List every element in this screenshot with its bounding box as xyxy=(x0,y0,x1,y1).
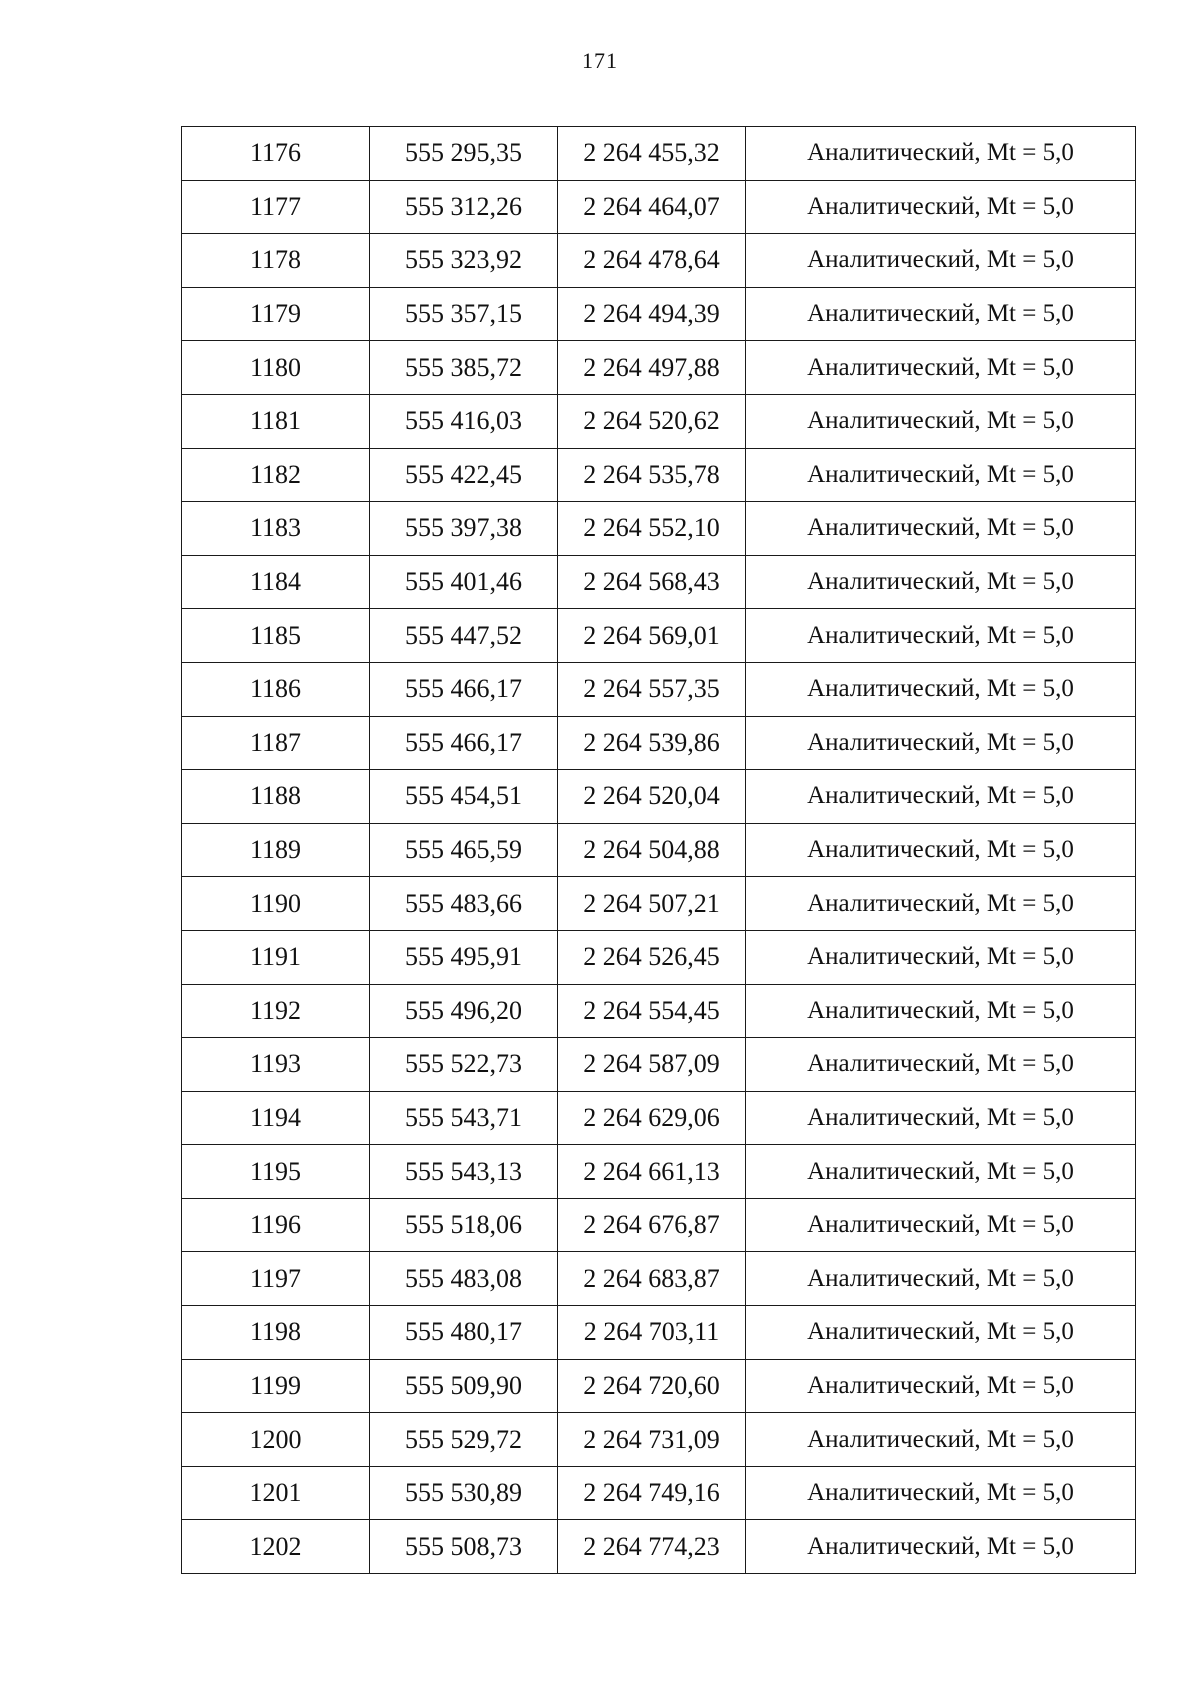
x-coordinate-cell: 555 447,52 xyxy=(370,609,558,663)
table-row xyxy=(182,1038,1136,1092)
y-coordinate-cell: 2 264 629,06 xyxy=(558,1091,746,1145)
y-coordinate-cell: 2 264 494,39 xyxy=(558,287,746,341)
method-cell: Аналитический, Mt = 5,0 xyxy=(746,1306,1136,1360)
table-row xyxy=(182,984,1136,1038)
method-cell: Аналитический, Mt = 5,0 xyxy=(746,716,1136,770)
table-row xyxy=(182,555,1136,609)
point-number-cell: 1180 xyxy=(182,341,370,395)
point-number-cell: 1194 xyxy=(182,1091,370,1145)
y-coordinate-cell: 2 264 731,09 xyxy=(558,1413,746,1467)
x-coordinate-cell: 555 480,17 xyxy=(370,1306,558,1360)
y-coordinate-cell: 2 264 504,88 xyxy=(558,823,746,877)
table-row xyxy=(182,502,1136,556)
x-coordinate-cell: 555 295,35 xyxy=(370,127,558,181)
method-cell: Аналитический, Mt = 5,0 xyxy=(746,1091,1136,1145)
point-number-cell: 1200 xyxy=(182,1413,370,1467)
table-row xyxy=(182,394,1136,448)
method-cell: Аналитический, Mt = 5,0 xyxy=(746,341,1136,395)
table-row xyxy=(182,234,1136,288)
y-coordinate-cell: 2 264 587,09 xyxy=(558,1038,746,1092)
table-row xyxy=(182,1306,1136,1360)
point-number-cell: 1195 xyxy=(182,1145,370,1199)
method-cell: Аналитический, Mt = 5,0 xyxy=(746,1252,1136,1306)
table-row xyxy=(182,1520,1136,1574)
table-row xyxy=(182,287,1136,341)
table-row xyxy=(182,877,1136,931)
method-cell: Аналитический, Mt = 5,0 xyxy=(746,1198,1136,1252)
y-coordinate-cell: 2 264 478,64 xyxy=(558,234,746,288)
method-cell: Аналитический, Mt = 5,0 xyxy=(746,234,1136,288)
point-number-cell: 1192 xyxy=(182,984,370,1038)
x-coordinate-cell: 555 422,45 xyxy=(370,448,558,502)
x-coordinate-cell: 555 312,26 xyxy=(370,180,558,234)
table-row xyxy=(182,716,1136,770)
x-coordinate-cell: 555 465,59 xyxy=(370,823,558,877)
point-number-cell: 1183 xyxy=(182,502,370,556)
x-coordinate-cell: 555 357,15 xyxy=(370,287,558,341)
point-number-cell: 1177 xyxy=(182,180,370,234)
x-coordinate-cell: 555 466,17 xyxy=(370,716,558,770)
point-number-cell: 1191 xyxy=(182,930,370,984)
y-coordinate-cell: 2 264 554,45 xyxy=(558,984,746,1038)
point-number-cell: 1186 xyxy=(182,662,370,716)
coordinates-table xyxy=(181,126,1136,1574)
method-cell: Аналитический, Mt = 5,0 xyxy=(746,1359,1136,1413)
x-coordinate-cell: 555 518,06 xyxy=(370,1198,558,1252)
method-cell: Аналитический, Mt = 5,0 xyxy=(746,1466,1136,1520)
point-number-cell: 1182 xyxy=(182,448,370,502)
method-cell: Аналитический, Mt = 5,0 xyxy=(746,1038,1136,1092)
point-number-cell: 1193 xyxy=(182,1038,370,1092)
point-number-cell: 1201 xyxy=(182,1466,370,1520)
point-number-cell: 1202 xyxy=(182,1520,370,1574)
y-coordinate-cell: 2 264 526,45 xyxy=(558,930,746,984)
table-row xyxy=(182,1252,1136,1306)
x-coordinate-cell: 555 522,73 xyxy=(370,1038,558,1092)
table-row xyxy=(182,609,1136,663)
x-coordinate-cell: 555 543,71 xyxy=(370,1091,558,1145)
table-row xyxy=(182,1198,1136,1252)
method-cell: Аналитический, Mt = 5,0 xyxy=(746,662,1136,716)
y-coordinate-cell: 2 264 568,43 xyxy=(558,555,746,609)
method-cell: Аналитический, Mt = 5,0 xyxy=(746,609,1136,663)
y-coordinate-cell: 2 264 464,07 xyxy=(558,180,746,234)
method-cell: Аналитический, Mt = 5,0 xyxy=(746,394,1136,448)
table-row xyxy=(182,770,1136,824)
x-coordinate-cell: 555 508,73 xyxy=(370,1520,558,1574)
y-coordinate-cell: 2 264 676,87 xyxy=(558,1198,746,1252)
table-row xyxy=(182,448,1136,502)
method-cell: Аналитический, Mt = 5,0 xyxy=(746,984,1136,1038)
y-coordinate-cell: 2 264 683,87 xyxy=(558,1252,746,1306)
method-cell: Аналитический, Mt = 5,0 xyxy=(746,555,1136,609)
x-coordinate-cell: 555 495,91 xyxy=(370,930,558,984)
x-coordinate-cell: 555 416,03 xyxy=(370,394,558,448)
table-row xyxy=(182,180,1136,234)
table-row xyxy=(182,662,1136,716)
method-cell: Аналитический, Mt = 5,0 xyxy=(746,180,1136,234)
x-coordinate-cell: 555 530,89 xyxy=(370,1466,558,1520)
x-coordinate-cell: 555 483,66 xyxy=(370,877,558,931)
point-number-cell: 1188 xyxy=(182,770,370,824)
y-coordinate-cell: 2 264 520,62 xyxy=(558,394,746,448)
point-number-cell: 1199 xyxy=(182,1359,370,1413)
point-number-cell: 1197 xyxy=(182,1252,370,1306)
y-coordinate-cell: 2 264 455,32 xyxy=(558,127,746,181)
method-cell: Аналитический, Mt = 5,0 xyxy=(746,502,1136,556)
x-coordinate-cell: 555 509,90 xyxy=(370,1359,558,1413)
table-row xyxy=(182,930,1136,984)
x-coordinate-cell: 555 385,72 xyxy=(370,341,558,395)
x-coordinate-cell: 555 466,17 xyxy=(370,662,558,716)
y-coordinate-cell: 2 264 720,60 xyxy=(558,1359,746,1413)
table-row xyxy=(182,127,1136,181)
y-coordinate-cell: 2 264 661,13 xyxy=(558,1145,746,1199)
y-coordinate-cell: 2 264 557,35 xyxy=(558,662,746,716)
table-row xyxy=(182,1359,1136,1413)
method-cell: Аналитический, Mt = 5,0 xyxy=(746,1520,1136,1574)
x-coordinate-cell: 555 483,08 xyxy=(370,1252,558,1306)
y-coordinate-cell: 2 264 507,21 xyxy=(558,877,746,931)
x-coordinate-cell: 555 543,13 xyxy=(370,1145,558,1199)
x-coordinate-cell: 555 496,20 xyxy=(370,984,558,1038)
point-number-cell: 1178 xyxy=(182,234,370,288)
coordinates-table-body xyxy=(182,127,1136,1574)
y-coordinate-cell: 2 264 539,86 xyxy=(558,716,746,770)
x-coordinate-cell: 555 454,51 xyxy=(370,770,558,824)
table-row xyxy=(182,823,1136,877)
table-row xyxy=(182,341,1136,395)
table-row xyxy=(182,1091,1136,1145)
x-coordinate-cell: 555 323,92 xyxy=(370,234,558,288)
point-number-cell: 1187 xyxy=(182,716,370,770)
y-coordinate-cell: 2 264 749,16 xyxy=(558,1466,746,1520)
method-cell: Аналитический, Mt = 5,0 xyxy=(746,1413,1136,1467)
y-coordinate-cell: 2 264 520,04 xyxy=(558,770,746,824)
method-cell: Аналитический, Mt = 5,0 xyxy=(746,930,1136,984)
x-coordinate-cell: 555 401,46 xyxy=(370,555,558,609)
x-coordinate-cell: 555 397,38 xyxy=(370,502,558,556)
method-cell: Аналитический, Mt = 5,0 xyxy=(746,770,1136,824)
method-cell: Аналитический, Mt = 5,0 xyxy=(746,448,1136,502)
method-cell: Аналитический, Mt = 5,0 xyxy=(746,127,1136,181)
method-cell: Аналитический, Mt = 5,0 xyxy=(746,823,1136,877)
point-number-cell: 1185 xyxy=(182,609,370,663)
point-number-cell: 1196 xyxy=(182,1198,370,1252)
y-coordinate-cell: 2 264 535,78 xyxy=(558,448,746,502)
table-row xyxy=(182,1466,1136,1520)
table-row xyxy=(182,1145,1136,1199)
y-coordinate-cell: 2 264 774,23 xyxy=(558,1520,746,1574)
point-number-cell: 1190 xyxy=(182,877,370,931)
method-cell: Аналитический, Mt = 5,0 xyxy=(746,877,1136,931)
y-coordinate-cell: 2 264 497,88 xyxy=(558,341,746,395)
page-number: 171 xyxy=(582,48,618,73)
method-cell: Аналитический, Mt = 5,0 xyxy=(746,1145,1136,1199)
point-number-cell: 1181 xyxy=(182,394,370,448)
x-coordinate-cell: 555 529,72 xyxy=(370,1413,558,1467)
point-number-cell: 1198 xyxy=(182,1306,370,1360)
table-row xyxy=(182,1413,1136,1467)
y-coordinate-cell: 2 264 569,01 xyxy=(558,609,746,663)
y-coordinate-cell: 2 264 703,11 xyxy=(558,1306,746,1360)
point-number-cell: 1179 xyxy=(182,287,370,341)
point-number-cell: 1176 xyxy=(182,127,370,181)
point-number-cell: 1189 xyxy=(182,823,370,877)
y-coordinate-cell: 2 264 552,10 xyxy=(558,502,746,556)
point-number-cell: 1184 xyxy=(182,555,370,609)
method-cell: Аналитический, Mt = 5,0 xyxy=(746,287,1136,341)
